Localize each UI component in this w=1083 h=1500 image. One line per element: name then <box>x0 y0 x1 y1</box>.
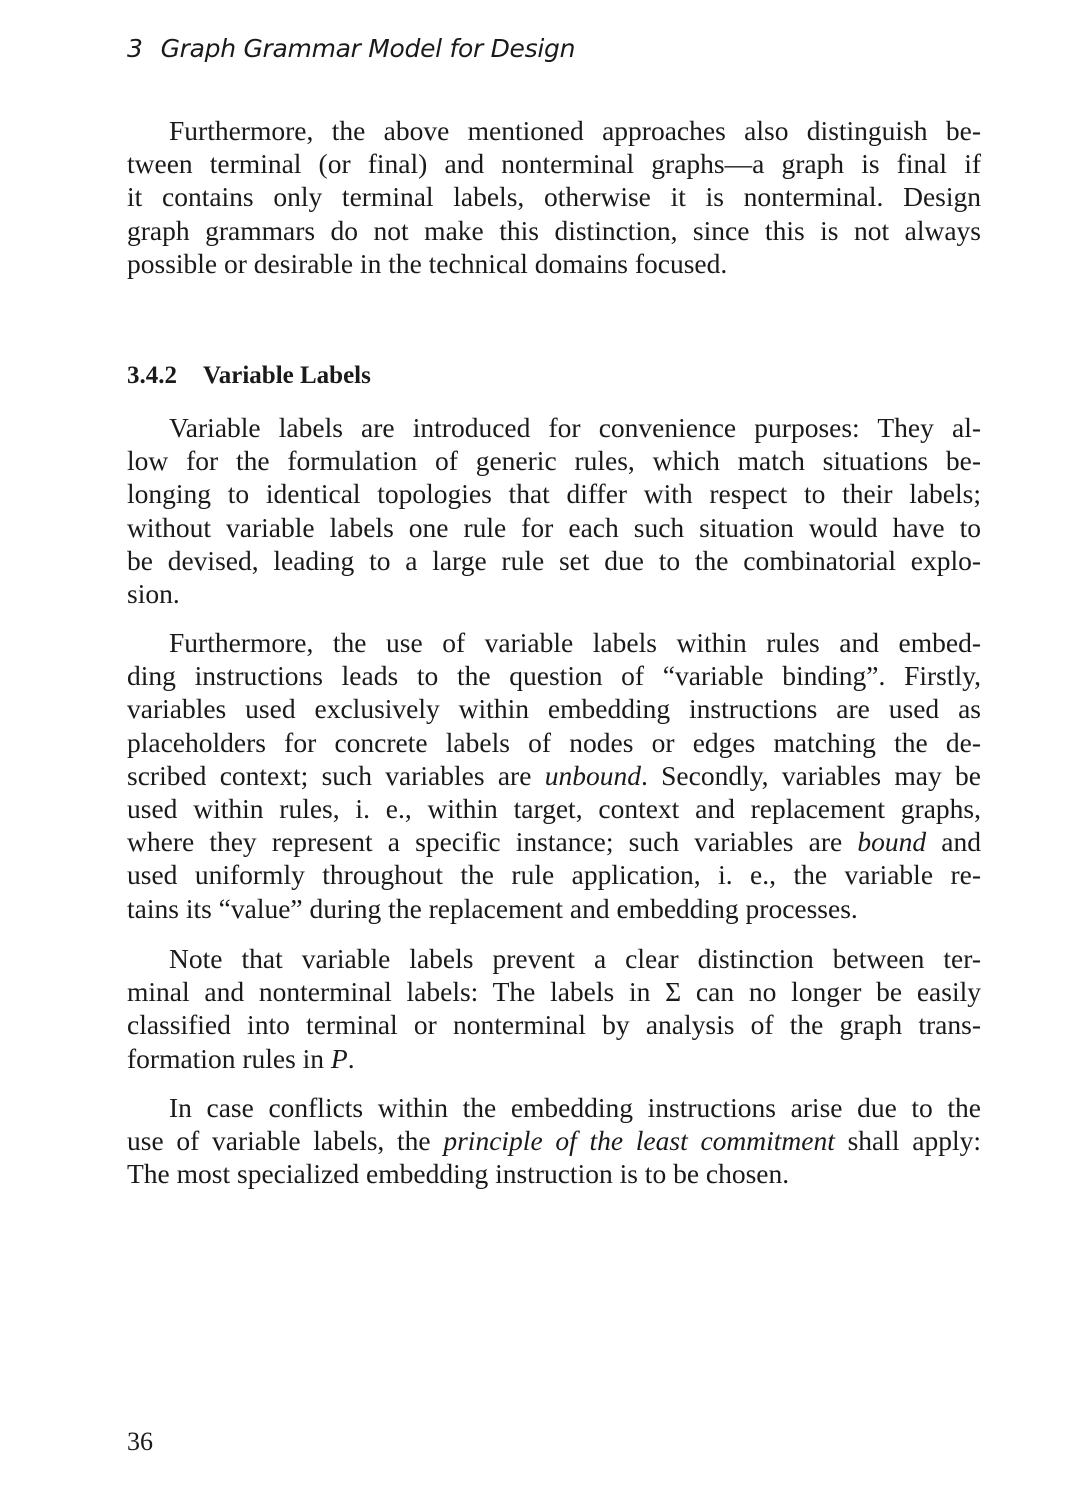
text-segment: longing to identical topologies that differ with respect to their labels; <box>127 478 981 510</box>
text-line <box>127 858 981 891</box>
text-segment: minal and nonterminal labels: The labels in Σ can no longer be easily <box>127 976 981 1008</box>
text-line <box>127 626 981 659</box>
text-segment: In case conflicts within the embedding instructions arise due to the <box>169 1092 981 1123</box>
text-segment: used within rules, i. e., within target, context and replacement graphs, <box>127 792 981 824</box>
text-segment: use of variable labels, the <box>127 1125 444 1157</box>
text-line <box>127 1091 981 1124</box>
text-line <box>127 1124 981 1157</box>
chapter-number: 3 <box>127 34 143 63</box>
text-segment: variables used exclusively within embedding instructions are used as <box>127 693 981 725</box>
text-line <box>127 1157 981 1190</box>
text-segment: ding instructions leads to the question of “variable binding”. Firstly, <box>127 660 981 692</box>
text-segment: scribed context; such variables are <box>127 759 545 791</box>
text-line <box>127 1042 981 1075</box>
text-line <box>127 147 981 180</box>
text-segment: . <box>347 1042 355 1074</box>
text-line <box>127 511 981 544</box>
paragraph <box>127 1091 981 1191</box>
text-segment: shall apply: <box>834 1125 981 1157</box>
paragraph <box>127 626 981 925</box>
paragraph <box>127 411 981 610</box>
text-segment: Furthermore, the above mentioned approaches also distinguish be- <box>169 115 981 146</box>
section-heading <box>127 362 371 390</box>
text-segment: without variable labels one rule for each such situation would have to <box>127 511 981 543</box>
text-line <box>127 444 981 477</box>
text-line <box>127 792 981 825</box>
text-segment: used uniformly throughout the rule application, i. e., the variable re- <box>127 859 981 891</box>
text-segment: sion. <box>127 577 180 609</box>
text-line <box>127 659 981 692</box>
text-segment: formation rules in <box>127 1042 331 1074</box>
text-line <box>127 477 981 510</box>
section-title: Variable Labels <box>203 362 371 389</box>
text-line <box>127 411 981 444</box>
text-segment: it contains only terminal labels, otherwise it is nonterminal. Design <box>127 181 981 213</box>
page-number: 36 <box>127 1427 153 1456</box>
text-line <box>127 247 981 280</box>
text-line <box>127 114 981 147</box>
text-segment: possible or desirable in the technical domains focused. <box>127 247 728 279</box>
emphasis-text: P <box>330 1042 348 1074</box>
text-line <box>127 892 981 925</box>
text-line <box>127 759 981 792</box>
text-segment: graph grammars do not make this distinction, since this is not always <box>127 214 981 246</box>
text-line <box>127 975 981 1008</box>
text-line <box>127 214 981 247</box>
emphasis-text: principle of the least commitment <box>443 1125 835 1157</box>
text-line <box>127 577 981 610</box>
emphasis-text: unbound <box>544 759 641 791</box>
text-segment: The most specialized embedding instruction is to be chosen. <box>127 1158 790 1190</box>
section-number: 3.4.2 <box>127 362 177 389</box>
text-line <box>127 825 981 858</box>
text-segment: Variable labels are introduced for convenience purposes: They al- <box>169 412 981 443</box>
text-segment: . Secondly, variables may be <box>640 759 981 791</box>
text-line <box>127 692 981 725</box>
running-head <box>127 34 575 63</box>
emphasis-text: bound <box>857 826 927 858</box>
text-line <box>127 544 981 577</box>
paragraph <box>127 942 981 1075</box>
text-segment: where they represent a specific instance; such variables are <box>127 826 858 858</box>
text-segment: and <box>926 826 981 858</box>
text-line <box>127 1008 981 1041</box>
text-line <box>127 180 981 213</box>
chapter-title: Graph Grammar Model for Design <box>160 34 576 63</box>
text-segment: low for the formulation of generic rules, which match situations be- <box>127 445 981 477</box>
text-segment: tween terminal (or final) and nonterminal graphs—a graph is final if <box>127 148 981 180</box>
text-segment: Note that variable labels prevent a clear distinction between ter- <box>169 943 981 974</box>
text-segment: placeholders for concrete labels of nodes or edges matching the de- <box>127 726 981 758</box>
text-segment: be devised, leading to a large rule set due to the combinatorial explo- <box>127 544 981 576</box>
text-line <box>127 942 981 975</box>
text-segment: Furthermore, the use of variable labels within rules and embed- <box>169 627 981 658</box>
text-line <box>127 726 981 759</box>
text-segment: classified into terminal or nonterminal by analysis of the graph trans- <box>127 1009 981 1041</box>
paragraph <box>127 114 981 280</box>
text-segment: tains its “value” during the replacement and embedding processes. <box>127 892 858 924</box>
